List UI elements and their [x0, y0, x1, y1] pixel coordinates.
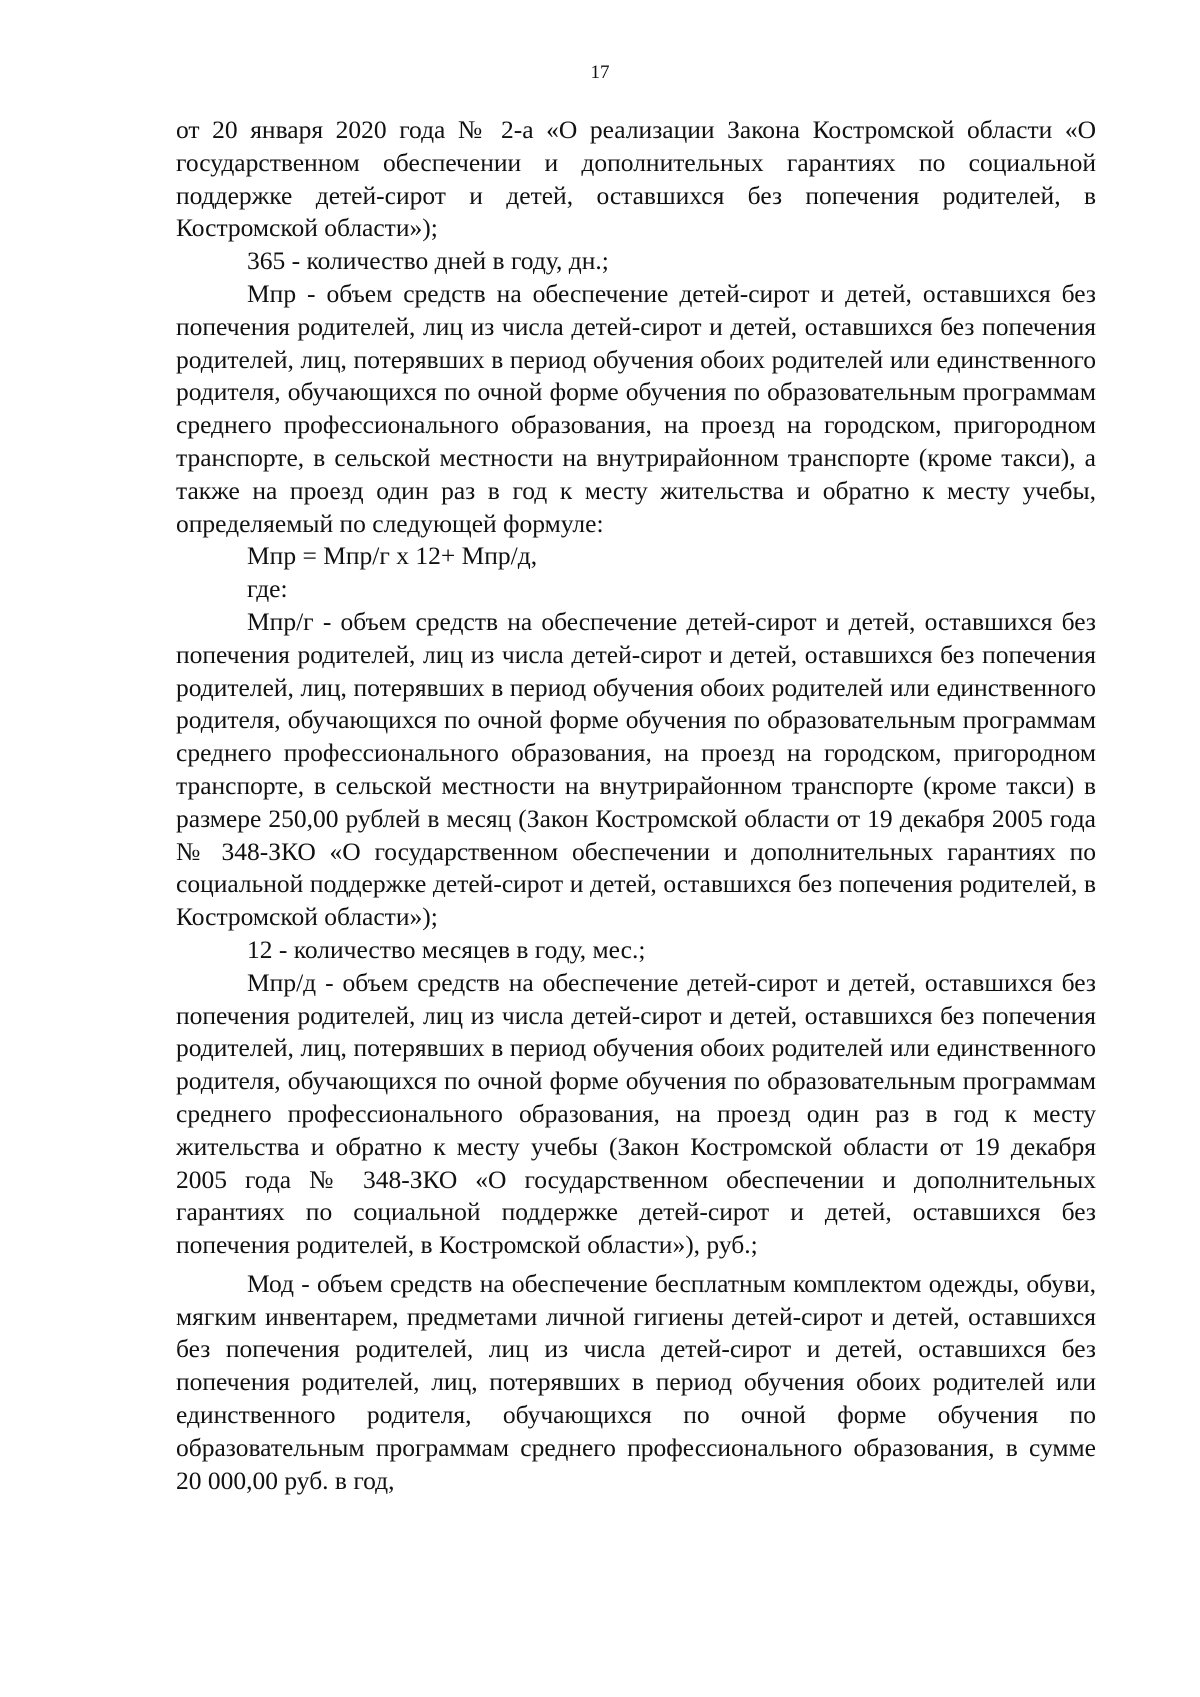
paragraph-mpr-d-definition: Мпр/д - объем средств на обеспечение детей-сирот и детей, оставшихся без попечения родителей, лиц из числа детей-сирот и детей, оставшихся без попечения родителей, лиц, потерявших в период обучения обоих родителей или единственного родителя, обучающихся по очной форме обучения по образовательным программам среднего профессионального образования, на проезд один раз в год к месту жительства и обратно к месту учебы (Закон Костромской области от 19 декабря 2005 года № 348-ЗКО «О государственном обеспечении и дополнительных гарантиях по социальной поддержке детей-сирот и детей, оставшихся без попечения родителей, в Костромской области»), руб.;	[176, 967, 1096, 1260]
document-body	[176, 114, 1096, 1497]
paragraph-continuation-decree-reference: от 20 января 2020 года № 2-а «О реализации Закона Костромской области «О государственном обеспечении и дополнительных гарантиях по социальной поддержке детей-сирот и детей, оставшихся без попечения родителей, в Костромской области»);	[176, 115, 1096, 243]
page-number: 17	[590, 62, 610, 83]
paragraph-mpr-g-definition: Мпр/г - объем средств на обеспечение детей-сирот и детей, оставшихся без попечения родителей, лиц из числа детей-сирот и детей, оставшихся без попечения родителей, лиц, потерявших в период обучения обоих родителей или единственного родителя, обучающихся по очной форме обучения по образовательным программам среднего профессионального образования, на проезд на городском, пригородном транспорте, в сельской местности на внутрирайонном транспорте (кроме такси) в размере 250,00 рублей в месяц (Закон Костромской области от 19 декабря 2005 года № 348-ЗКО «О государственном обеспечении и дополнительных гарантиях по социальной поддержке детей-сирот и детей, оставшихся без попечения родителей, в Костромской области»);	[176, 606, 1096, 932]
paragraph-months-in-year: 12 - количество месяцев в году, мес.;	[247, 934, 646, 964]
paragraph-mod-definition: Мод - объем средств на обеспечение бесплатным комплектом одежды, обуви, мягким инвентарем, предметами личной гигиены детей-сирот и детей, оставшихся без попечения родителей, лиц из числа детей-сирот и детей, оставшихся без попечения родителей, лиц, потерявших в период обучения обоих родителей или единственного родителя, обучающихся по очной форме обучения по образовательным программам среднего профессионального образования, в сумме 20 000,00 руб. в год,	[176, 1268, 1096, 1495]
paragraph-where: где:	[247, 574, 288, 604]
paragraph-days-in-year: 365 - количество дней в году, дн.;	[247, 246, 609, 276]
paragraph-mpr-formula: Мпр = Мпр/г х 12+ Мпр/д,	[247, 541, 538, 571]
paragraph-mpr-definition: Мпр - объем средств на обеспечение детей-сирот и детей, оставшихся без попечения родителей, лиц из числа детей-сирот и детей, оставшихся без попечения родителей, лиц, потерявших в период обучения обоих родителей или единственного родителя, обучающихся по очной форме обучения по образовательным программам среднего профессионального образования, на проезд на городском, пригородном транспорте, в сельской местности на внутрирайонном транспорте (кроме такси), а также на проезд один раз в год к месту жительства и обратно к месту учебы, определяемый по следующей формуле:	[176, 278, 1096, 538]
